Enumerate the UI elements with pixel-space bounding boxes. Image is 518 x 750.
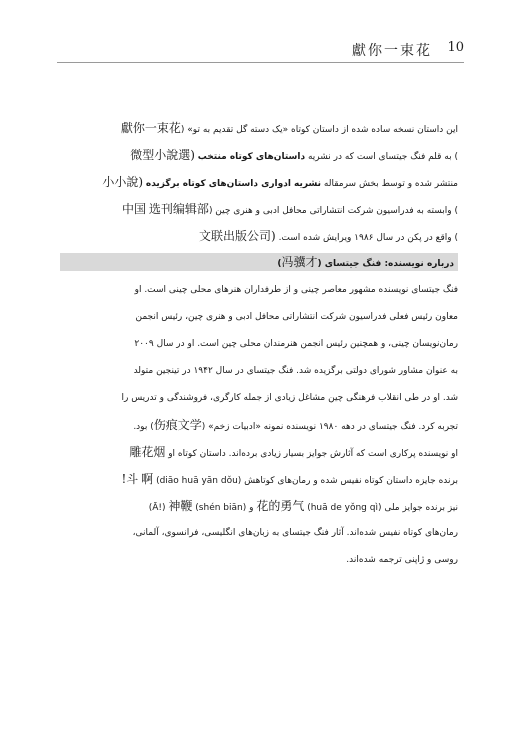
header-rule <box>57 62 464 63</box>
body-line: تجربه کرد. فنگ جیتسای در دهه ۱۹۸۰ نویسنده نمونه «ادبیات زخم» (伤痕文学) بود. <box>133 418 458 432</box>
page-number: 10 <box>447 40 464 55</box>
intro-line-2: ) به قلم فنگ جیتسای است که در نشریه داستان‌های کوتاه منتخب (微型小說選 <box>130 148 458 162</box>
intro-line-5: ) واقع در پکن در سال ۱۹۸۶ ویرایش شده است. (文联出版公司 <box>198 229 458 243</box>
header-title: 獻你一束花 <box>352 43 432 59</box>
body-line: رمان‌نویسان چینی، و همچنین رئیس انجمن هنرمندان محلی چین است. او در سال ۲۰۰۹ <box>134 339 458 349</box>
body-line: او نویسنده پرکاری است که آثارش جوایز بسیار زیادی برده‌اند. داستان کوتاه او 雕花烟 <box>129 445 458 459</box>
running-header <box>0 38 518 60</box>
cjk-title: 獻你一束花 <box>120 121 181 135</box>
body-line: فنگ جیتسای نویسنده مشهور معاصر چینی و از طرفداران هنرهای محلی چینی است. او <box>134 285 458 295</box>
body-line: رمان‌های کوتاه نفیس شده‌اند. آثار فنگ جیتسای به زبان‌های انگلیسی، فرانسوی، آلمانی، <box>132 528 458 538</box>
intro-line-4: ) وابسته به فدراسیون شرکت انتشاراتی محافل ادبی و هنری چین (中国 选刊编辑部 <box>122 202 458 216</box>
magazine-title: داستان‌های کوتاه منتخب <box>197 152 306 162</box>
body-line: معاون رئیس فعلی فدراسیون شرکت انتشاراتی محافل ادبی و هنری چین، رئیس انجمن <box>135 312 458 322</box>
author-name-cjk: 冯骥才 <box>281 255 318 269</box>
periodical-title: نشریه ادواری داستان‌های کوتاه برگزیده <box>145 179 322 189</box>
body-line: روسی و ژاپنی ترجمه شده‌اند. <box>346 555 458 565</box>
body-line: نیز برنده جوایز ملی (huā de yǒng qì) 花的勇气 و (shén biān) 神鞭 (Ā!) <box>148 499 458 513</box>
intro-line-3: منتشر شده و توسط بخش سرمقاله نشریه ادواری داستان‌های کوتاه برگزیده (小小說 <box>102 175 458 189</box>
intro-line-1: این داستان نسخه ساده شده از داستان کوتاه «یک دسته گل تقدیم به تو» (獻你一束花 <box>120 121 458 135</box>
section-heading: درباره نویسنده: فنگ جیتسای (冯骥才) <box>60 253 458 271</box>
body-line: برنده جایزه داستان کوتاه نفیس شده و رمان‌های کوتاهش (diāo huā yān dǒu) 斗 啊! <box>121 472 458 486</box>
body-line: شد. او در طی انقلاب فرهنگی چین مشاغل زیادی از جمله کارگری، فروشندگی و تدریس را <box>121 393 458 403</box>
body-line: به عنوان مشاور شورای دولتی برگزیده شد. فنگ جیتسای در سال ۱۹۴۲ در تینجین متولد <box>133 366 458 376</box>
document-body <box>60 115 458 574</box>
